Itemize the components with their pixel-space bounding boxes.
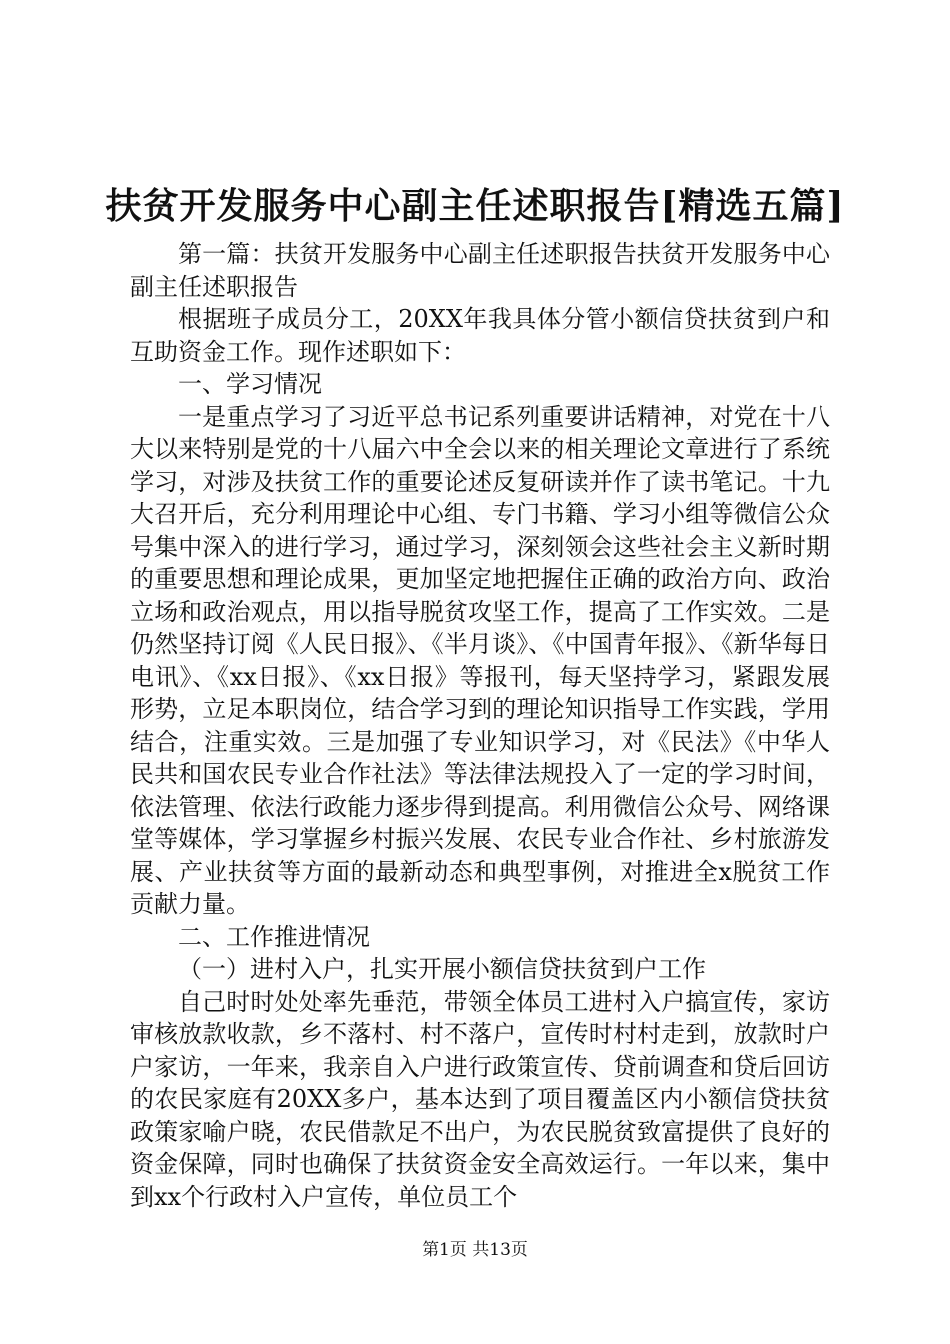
subsection-heading: （一）进村入户，扎实开展小额信贷扶贫到户工作 — [178, 955, 706, 983]
paragraph-intro: 根据班子成员分工，20XX年我具体分管小额信贷扶贫到户和互助资金工作。现作述职如下： — [130, 305, 830, 366]
page-footer: 第1页 共13页 — [422, 1240, 528, 1260]
section-heading-work: 二、工作推进情况 — [178, 922, 370, 951]
paragraph-heading: 第一篇：扶贫开发服务中心副主任述职报告扶贫开发服务中心副主任述职报告 — [130, 240, 830, 301]
paragraph-study: 一是重点学习了习近平总书记系列重要讲话精神，对党在十八大以来特别是党的十八届六中全会以来的相关理论文章进行了系统学习，对涉及扶贫工作的重要论述反复研读并作了读书笔记。十九大召开后，充分利用理论中心组、专门书籍、学习小组等微信公众号集中深入的进行学习，通过学习，深刻领会这些社会主义新时期的重要思想和理论成果，更加坚定地把握住正确的政治方向、政治立场和政治观点，用以指导脱贫攻坚工作，提高了工作实效。二是仍然坚持订阅《人民日报》、《半月谈》、《中国青年报》、《新华每日电讯》、《xx日报》、《xx日报》等报刊，每天坚持学习，紧跟发展形势，立足本职岗位，结合学习到的理论知识指导工作实践，学用结合，注重实效。三是加强了专业知识学习，对《民法》《中华人民共和国农民专业合作社法》等法律法规投入了一定的学习时间，依法管理、依法行政能力逐步得到提高。利用微信公众号、网络课堂等媒体，学习掌握乡村振兴发展、农民专业合作社、乡村旅游发展、产业扶贫等方面的最新动态和典型事例，对推进全x脱贫工作贡献力量。 — [130, 402, 830, 918]
paragraph-work: 自己时时处处率先垂范，带领全体员工进村入户搞宣传，家访审核放款收款，乡不落村、村不落户，宣传时村村走到，放款时户户家访，一年来，我亲自入户进行政策宣传、贷前调查和贷后回访的农民家庭有20XX多户，基本达到了项目覆盖区内小额信贷扶贫政策家喻户晓，农民借款足不出户，为农民脱贫致富提供了良好的资金保障，同时也确保了扶贫资金安全高效运行。一年以来，集中到xx个行政村入户宣传，单位员工个 — [130, 987, 830, 1211]
section-heading-study: 一、学习情况 — [178, 370, 322, 398]
document-body — [130, 238, 830, 1213]
document-title: 扶贫开发服务中心副主任述职报告[精选五篇] — [105, 185, 845, 227]
